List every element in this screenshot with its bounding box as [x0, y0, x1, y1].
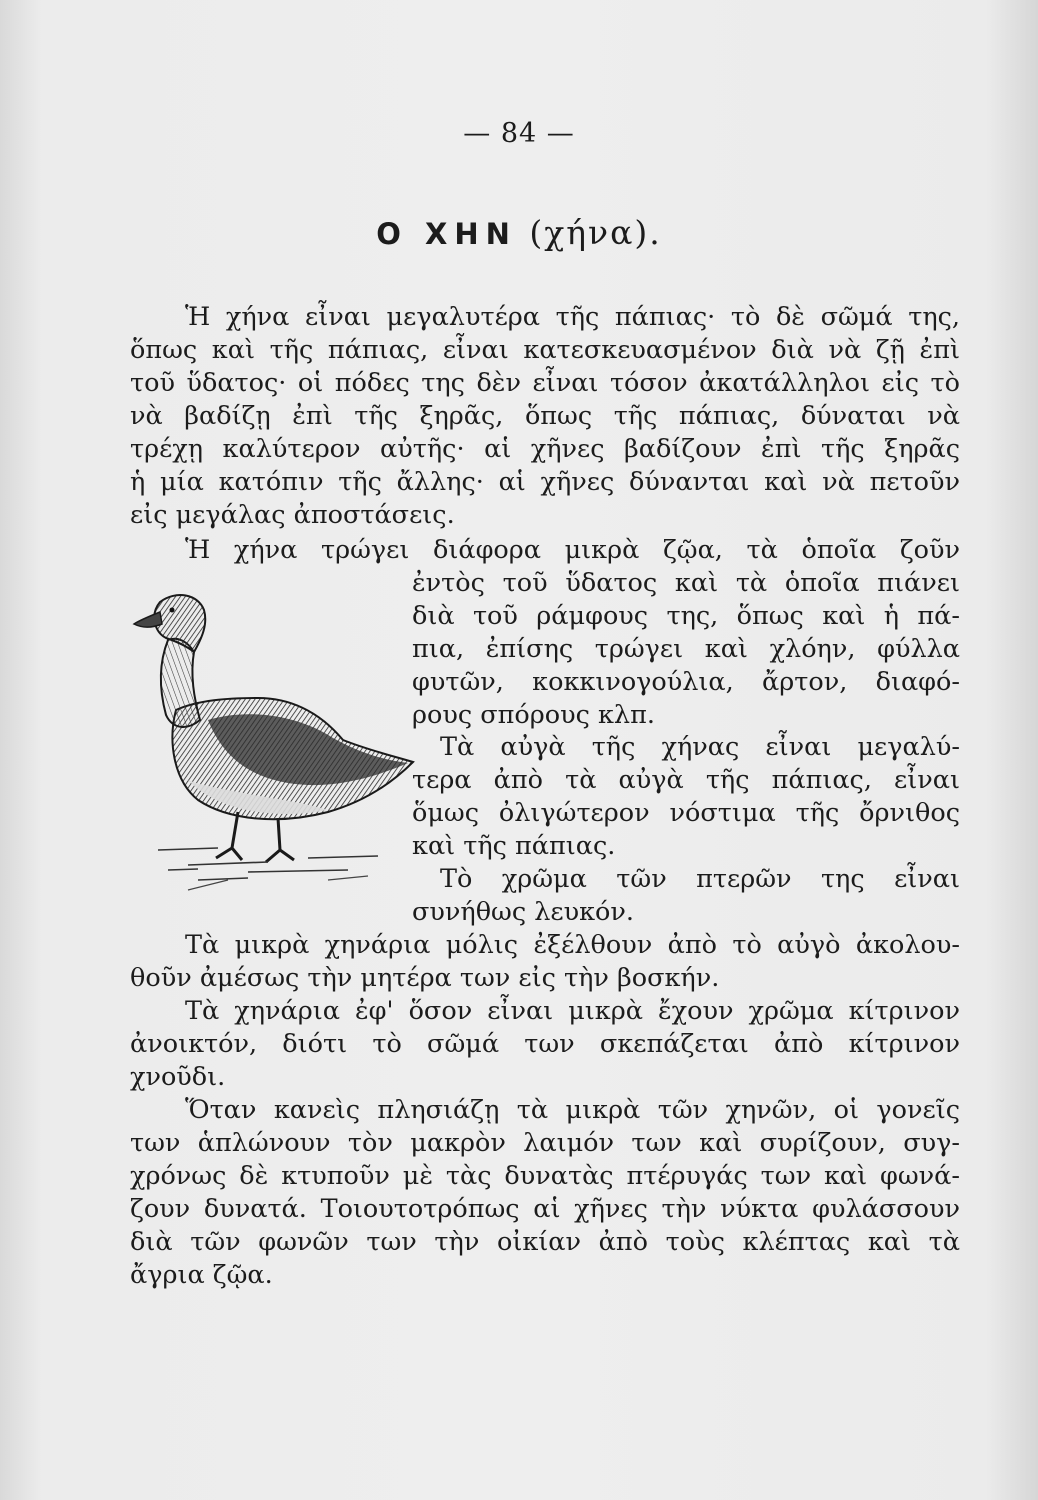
page-number: — 84 —: [463, 118, 575, 149]
paragraph-2-line-1: Ἡ χήνα τρώγει διάφορα μικρὰ ζῷα, τὰ ὁποῖα ζοῦν: [185, 535, 960, 565]
paragraph-1-line-4: νὰ βαδίζῃ ἐπὶ τῆς ξηρᾶς, ὅπως τῆς πάπιας, δύναται νὰ: [130, 401, 960, 431]
paragraph-2-line-2: ἐντὸς τοῦ ὕδατος καὶ τὰ ὁποῖα πιάνει: [412, 568, 960, 598]
paragraph-1-line-1: Ἡ χήνα εἶναι μεγαλυτέρα τῆς πάπιας· τὸ δὲ σῶμά της,: [185, 302, 960, 332]
paragraph-4-line-2: συνήθως λευκόν.: [412, 897, 634, 927]
paragraph-2-line-5: φυτῶν, κοκκινογούλια, ἄρτον, διαφό-: [412, 667, 960, 697]
paragraph-7-line-5: διὰ τῶν φωνῶν των τὴν οἰκίαν ἀπὸ τοὺς κλέπτας καὶ τὰ: [130, 1227, 960, 1257]
paragraph-7-line-6: ἄγρια ζῷα.: [130, 1260, 273, 1290]
title-main: Ο ΧΗΝ: [376, 217, 517, 251]
paragraph-5-line-1: Τὰ μικρὰ χηνάρια μόλις ἐξέλθουν ἀπὸ τὸ αὐγὸ ἀκολου-: [185, 930, 960, 960]
paragraph-1-line-2: ὅπως καὶ τῆς πάπιας, εἶναι κατεσκευασμένον διὰ νὰ ζῇ ἐπὶ: [130, 335, 960, 365]
paragraph-3-line-2: τερα ἀπὸ τὰ αὐγὰ τῆς πάπιας, εἶναι: [412, 765, 960, 795]
paragraph-4-line-1: Τὸ χρῶμα τῶν πτερῶν της εἶναι: [440, 864, 960, 894]
paragraph-1-line-3: τοῦ ὕδατος· οἱ πόδες της δὲν εἶναι τόσον ἀκατάλληλοι εἰς τὸ: [130, 368, 960, 398]
paragraph-7-line-2: των ἁπλώνουν τὸν μακρὸν λαιμόν των καὶ συρίζουν, συγ-: [130, 1128, 960, 1158]
paragraph-1-line-5: τρέχῃ καλύτερον αὐτῆς· αἱ χῆνες βαδίζουν ἐπὶ τῆς ξηρᾶς: [130, 434, 960, 464]
paragraph-2-line-4: πια, ἐπίσης τρώγει καὶ χλόην, φύλλα: [412, 634, 960, 664]
paragraph-6-line-2: ἀνοικτόν, διότι τὸ σῶμά των σκεπάζεται ἀπὸ κίτρινον: [130, 1029, 960, 1059]
paragraph-3-line-1: Τὰ αὐγὰ τῆς χήνας εἶναι μεγαλύ-: [440, 732, 960, 762]
paragraph-7-line-4: ζουν δυνατά. Τοιουτοτρόπως αἱ χῆνες τὴν νύκτα φυλάσσουν: [130, 1194, 960, 1224]
paragraph-3-line-4: καὶ τῆς πάπιας.: [412, 831, 616, 861]
paragraph-6-line-1: Τὰ χηνάρια ἐφ' ὅσον εἶναι μικρὰ ἔχουν χρῶμα κίτρινον: [185, 996, 960, 1026]
paragraph-1-line-6: ἡ μία κατόπιν τῆς ἄλλης· αἱ χῆνες δύνανται καὶ νὰ πετοῦν: [130, 467, 960, 497]
paragraph-1-line-7: εἰς μεγάλας ἀποστάσεις.: [130, 500, 455, 530]
title-gloss: (χήνα).: [529, 213, 662, 252]
paragraph-6-line-3: χνοῦδι.: [130, 1062, 226, 1092]
paragraph-2-line-3: διὰ τοῦ ράμφους της, ὅπως καὶ ἡ πά-: [412, 601, 960, 631]
paragraph-5-line-2: θοῦν ἀμέσως τὴν μητέρα των εἰς τὴν βοσκήν.: [130, 963, 720, 993]
paragraph-7-line-1: Ὅταν κανεὶς πλησιάζῃ τὰ μικρὰ τῶν χηνῶν, οἱ γονεῖς: [185, 1095, 960, 1125]
page-title: [0, 213, 1038, 252]
paragraph-3-line-3: ὅμως ὀλιγώτερον νόστιμα τῆς ὄρνιθος: [412, 798, 960, 828]
paragraph-2-line-6: ρους σπόρους κλπ.: [412, 700, 655, 730]
paragraph-7-line-3: χρόνως δὲ κτυποῦν μὲ τὰς δυνατὰς πτέρυγάς των καὶ φωνά-: [130, 1161, 960, 1191]
goose-engraving-icon: [128, 580, 418, 900]
